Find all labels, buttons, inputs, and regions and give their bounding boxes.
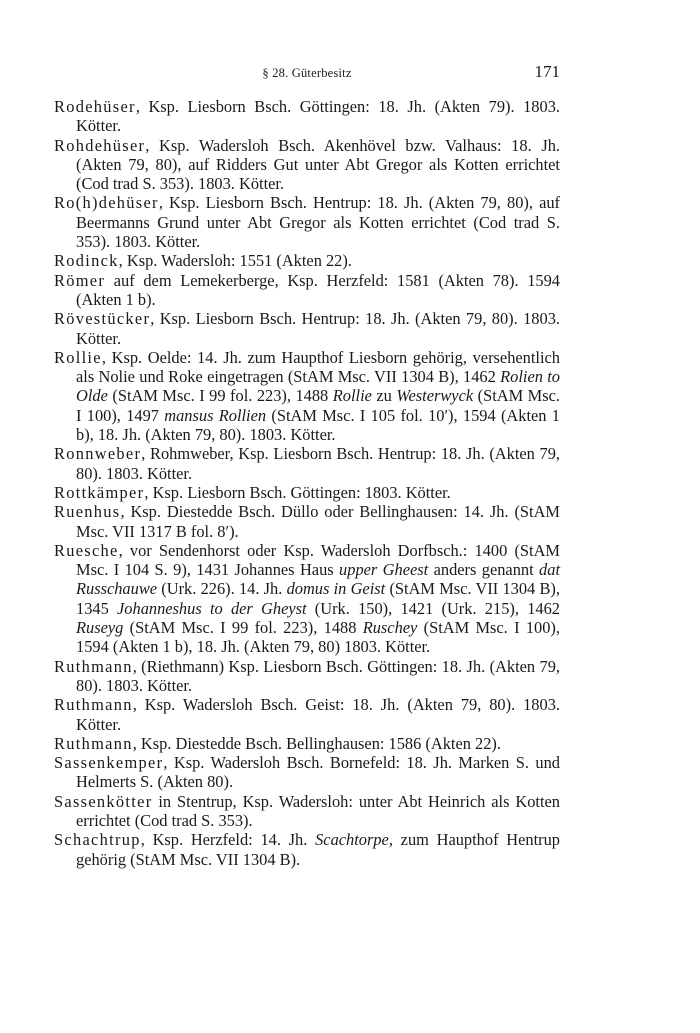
entry	[54, 251, 560, 270]
entry	[54, 97, 560, 136]
entry-text: , Ksp. Diestedde Bsch. Düllo oder Bellinghausen: 14. Jh. (StAM Msc. VII 1317 B fol. 8′).	[76, 502, 560, 541]
entry	[54, 792, 560, 831]
entry	[54, 444, 560, 483]
entry-headword: Ro(h)dehüser	[54, 193, 159, 213]
entry-italic-text: Ruseyg	[76, 618, 124, 638]
entry-text: (StAM Msc. I 99 fol. 223), 1488	[123, 618, 363, 638]
entry-headword: Ruthmann	[54, 733, 133, 753]
entry-italic-text: Rollie	[332, 386, 372, 406]
entry-headword: Sassenkötter	[54, 791, 153, 811]
entry	[54, 695, 560, 734]
entry-text: , Ksp. Oelde: 14. Jh. zum Haupthof Liesborn gehörig, versehentlich als Nolie und Roke eingetragen (StAM Msc. VII 1304 B), 1462	[76, 347, 560, 387]
entry-italic-text: Scachtorpe	[315, 830, 389, 850]
entry	[54, 541, 560, 657]
entry-text: zu	[371, 386, 397, 406]
entry-text: (StAM Msc. I 100), 1594 (Akten 1 b), 18. Jh. (Akten 79, 80) 1803. Kötter.	[76, 618, 560, 657]
entry-headword: Schachtrup	[54, 830, 141, 850]
entry-italic-text: Ruschey	[362, 618, 418, 638]
entry-headword: Ruesche	[54, 540, 119, 560]
entry-italic-text: Rolien to Olde	[76, 367, 560, 406]
entry-text: (Urk. 226). 14. Jh.	[157, 579, 287, 599]
entry-list	[54, 97, 560, 869]
entry-text: anders genannt	[428, 560, 540, 580]
running-head	[54, 62, 560, 84]
entry-headword: Ruenhus	[54, 502, 121, 522]
entry-headword: Rohdehüser	[54, 135, 146, 155]
entry-text: auf dem Lemekerberge, Ksp. Herzfeld: 1581 (Akten 78). 1594 (Akten 1 b).	[76, 270, 560, 309]
entry-headword: Rodinck	[54, 251, 119, 271]
entry-text: , Ksp. Wadersloh Bsch. Akenhövel bzw. Valhaus: 18. Jh. (Akten 79, 80), auf Ridders Gut unter Abt Gregor als Kotten errichtet (Cod trad S. 353). 1803. Kötter.	[76, 135, 560, 194]
entry-text: (StAM Msc. I 100), 1497	[76, 386, 560, 425]
entry-italic-text: upper Gheest	[339, 560, 429, 580]
entry-text: , Ksp. Liesborn Bsch. Hentrup: 18. Jh. (Akten 79, 80). 1803. Kötter.	[76, 309, 560, 348]
entry	[54, 136, 560, 194]
entry-headword: Ronnweber	[54, 444, 142, 464]
entry	[54, 193, 560, 251]
entry	[54, 348, 560, 444]
entry	[54, 483, 560, 502]
entry-text: , Ksp. Liesborn Bsch. Hentrup: 18. Jh. (Akten 79, 80), auf Beermanns Grund unter Abt Gregor als Kotten errichtet (Cod trad S. 353). 1803. Kötter.	[76, 193, 560, 252]
entry-text: , Ksp. Wadersloh Bsch. Geist: 18. Jh. (Akten 79, 80). 1803. Kötter.	[76, 695, 560, 734]
entry-headword: Ruthmann	[54, 656, 133, 676]
entry-headword: Römer	[54, 270, 106, 290]
entry-headword: Rövestücker	[54, 309, 151, 329]
entry-text: , Rohmweber, Ksp. Liesborn Bsch. Hentrup: 18. Jh. (Akten 79, 80). 1803. Kötter.	[76, 444, 560, 483]
entry-italic-text: Westerwyck	[396, 386, 474, 406]
entry	[54, 734, 560, 753]
entry-italic-text: domus in Geist	[286, 579, 386, 599]
entry-text: (StAM Msc. I 99 fol. 223), 1488	[107, 386, 333, 406]
entry	[54, 309, 560, 348]
entry-headword: Rodehüser	[54, 97, 136, 116]
entry-text: , Ksp. Diestedde Bsch. Bellinghausen: 1586 (Akten 22).	[132, 733, 501, 753]
entry-headword: Rottkämper	[54, 482, 145, 502]
entry-italic-text: Johanneshus to der Gheyst	[117, 598, 307, 618]
entry	[54, 657, 560, 696]
entry-text: , Ksp. Herzfeld: 14. Jh.	[140, 830, 316, 850]
section-title: § 28. Güterbesitz	[262, 66, 352, 80]
entry-headword: Rollie	[54, 347, 102, 367]
entry-text: , Ksp. Wadersloh Bsch. Bornefeld: 18. Jh. Marken S. und Helmerts S. (Akten 80).	[76, 753, 560, 792]
entry-text: , vor Sendenhorst oder Ksp. Wadersloh Dorfbsch.: 1400 (StAM Msc. I 104 S. 9), 1431 Johannes Haus	[76, 540, 560, 580]
entry-text: (StAM Msc. I 105 fol. 10′), 1594 (Akten 1 b), 18. Jh. (Akten 79, 80). 1803. Kötter.	[76, 405, 560, 445]
entry-italic-text: dat Russchauwe	[76, 560, 560, 599]
entry-text: , (Riethmann) Ksp. Liesborn Bsch. Göttingen: 18. Jh. (Akten 79, 80). 1803. Kötter.	[76, 656, 560, 695]
entry	[54, 271, 560, 310]
entry-headword: Sassenkemper	[54, 753, 164, 773]
page-number: 171	[534, 62, 560, 81]
entry-text: (Urk. 150), 1421 (Urk. 215), 1462	[306, 598, 560, 618]
entry-text: in Stentrup, Ksp. Wadersloh: unter Abt Heinrich als Kotten errichtet (Cod trad S. 353).	[76, 791, 560, 830]
entry-text: , Ksp. Liesborn Bsch. Göttingen: 1803. Kötter.	[144, 482, 451, 502]
entry-italic-text: mansus Rollien	[164, 405, 267, 425]
entry-headword: Ruthmann	[54, 695, 133, 715]
entry-text: , Ksp. Liesborn Bsch. Göttingen: 18. Jh. (Akten 79). 1803. Kötter.	[76, 97, 560, 136]
entry-text: , Ksp. Wadersloh: 1551 (Akten 22).	[118, 251, 352, 271]
entry-text: , zum Haupthof Hentrup gehörig (StAM Msc. VII 1304 B).	[76, 830, 560, 869]
entry-text: (StAM Msc. VII 1304 B), 1345	[76, 579, 560, 618]
entry	[54, 830, 560, 869]
entry	[54, 502, 560, 541]
entry	[54, 753, 560, 792]
